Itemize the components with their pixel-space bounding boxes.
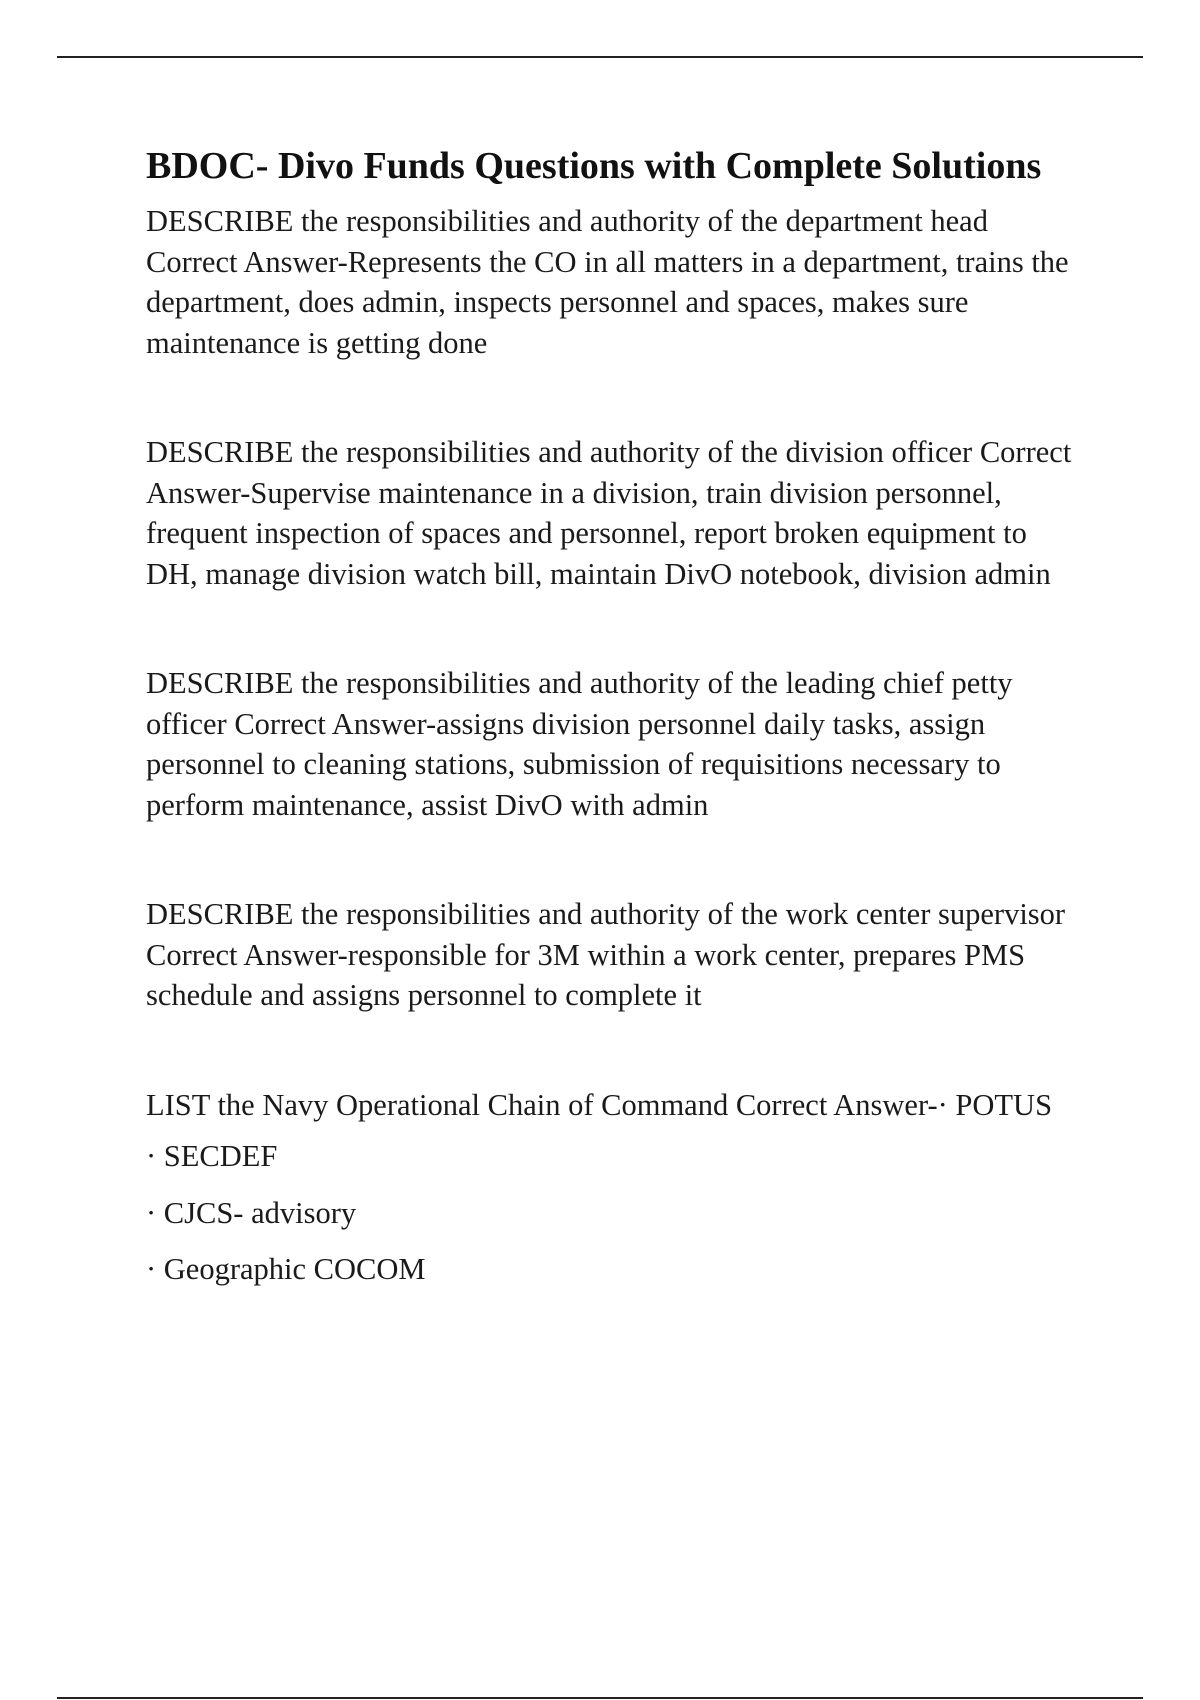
bottom-divider: [57, 1697, 1143, 1699]
list-item: · Geographic COCOM: [146, 1252, 426, 1286]
chain-of-command-list: [146, 1136, 1086, 1290]
qa-entry-work-center-supervisor: DESCRIBE the responsibilities and authority of the work center supervisor Correct Answer-responsible for 3M within a work center, prepares PMS schedule and assigns personnel to complete it: [146, 897, 1066, 1012]
document-title: BDOC- Divo Funds Questions with Complete Solutions: [146, 145, 1042, 187]
qa-entry-department-head: DESCRIBE the responsibilities and authority of the department head Correct Answer-Represents the CO in all matters in a department, trains the department, does admin, inspects personnel and spaces, makes sure maintenance is getting done: [146, 204, 1069, 360]
list-item: · SECDEF: [146, 1139, 278, 1173]
list-item: · CJCS- advisory: [146, 1195, 357, 1230]
qa-entry-division-officer: DESCRIBE the responsibilities and authority of the division officer Correct Answer-Supervise maintenance in a division, train division personnel, frequent inspection of spaces and personnel, report broken equipment to DH, manage division watch bill, maintain DivO notebook, division admin: [146, 435, 1072, 591]
qa-entry-leading-chief-petty-officer: DESCRIBE the responsibilities and authority of the leading chief petty officer Correct Answer-assigns division personnel daily tasks, assign personnel to cleaning stations, submission of requisitions necessary to perform maintenance, assist DivO with admin: [146, 666, 1013, 822]
document-body: [146, 142, 1086, 1306]
top-divider: [57, 56, 1143, 58]
qa-entry-chain-of-command: LIST the Navy Operational Chain of Command Correct Answer-· POTUS: [146, 1087, 1053, 1122]
